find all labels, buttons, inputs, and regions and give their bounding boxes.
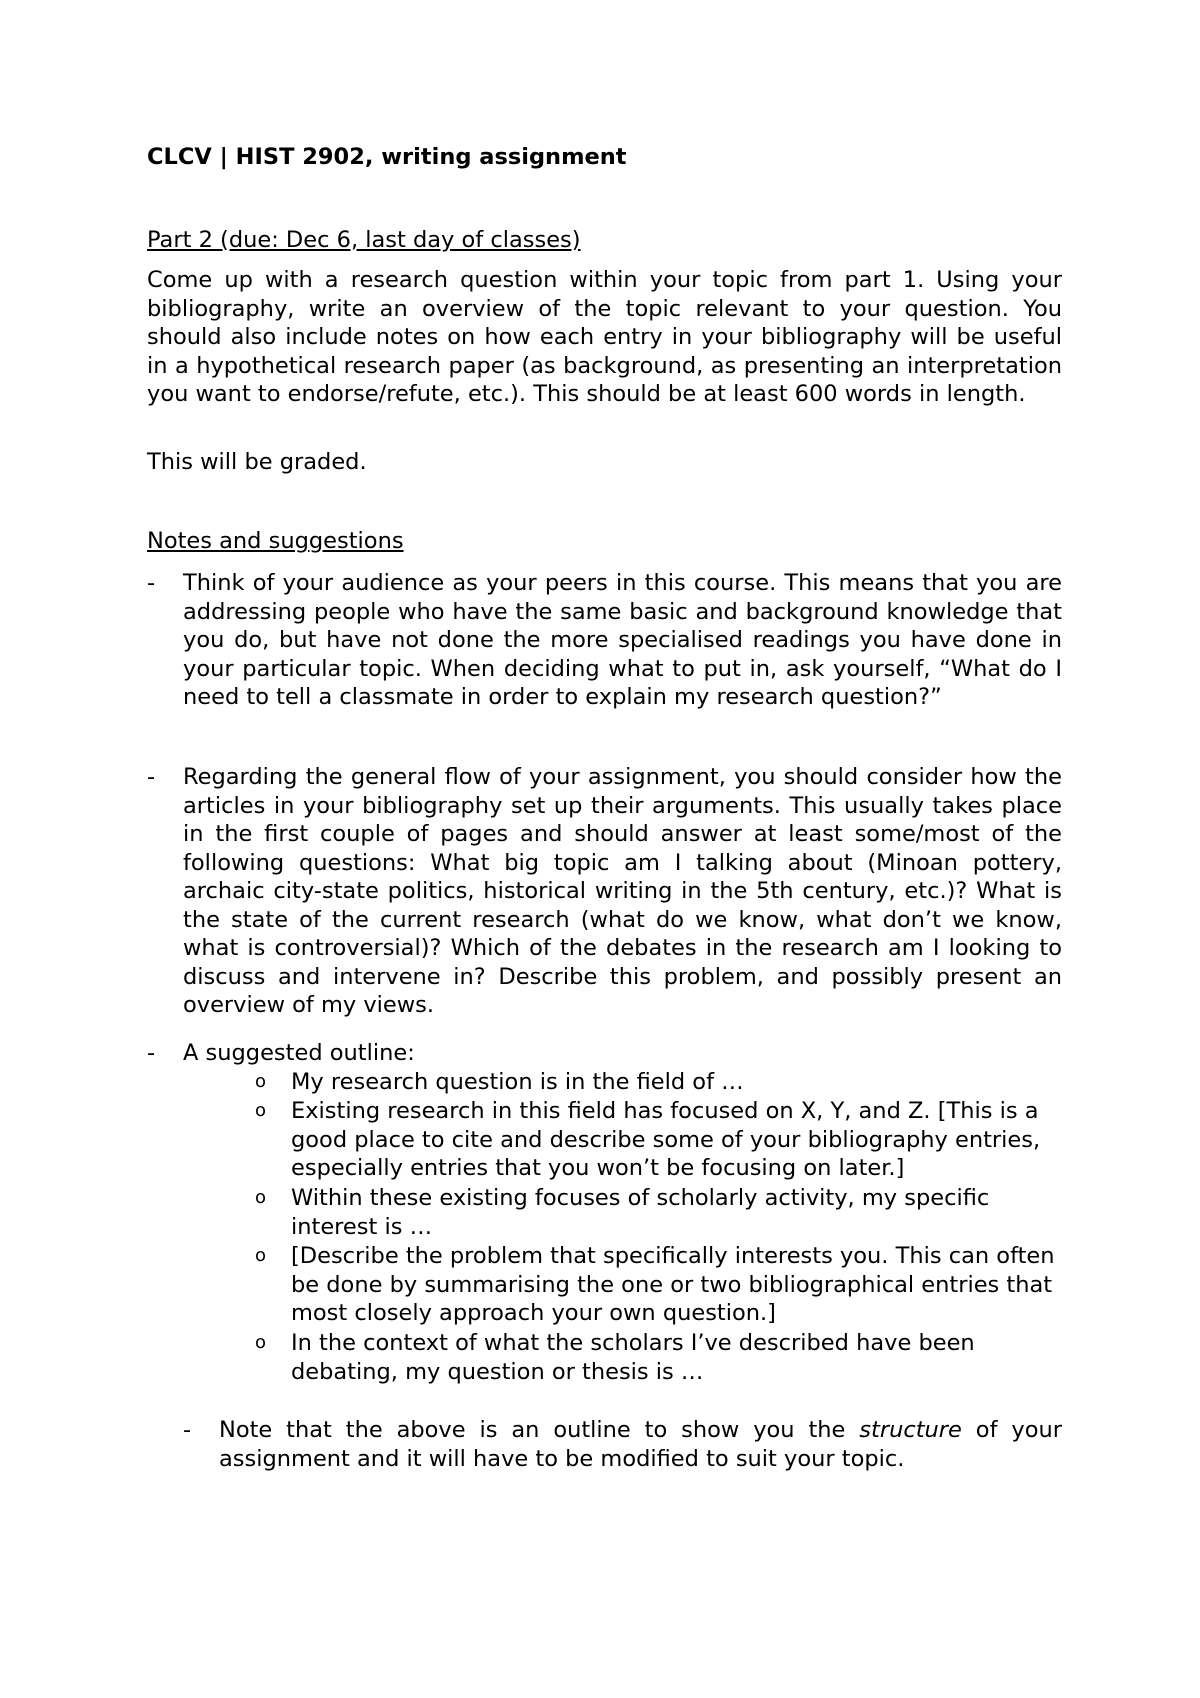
bullet-text: Think of your audience as your peers in this course. This means that you are addressing people who have the same basic and background knowledge that you do, but have not done the more specialised readings you have done in your particular topic. When deciding what to put in, ask yourself, “What do I need to tell a classmate in order to explain my research question?” (183, 570, 1062, 710)
bullet-dash: - (147, 1040, 156, 1066)
bullet-dash: - (147, 764, 156, 790)
graded-note: This will be graded. (147, 449, 367, 475)
sub-bullet-circle: o (255, 1332, 267, 1353)
final-note-emphasis: structure (859, 1417, 962, 1443)
outline-item-text: Existing research in this field has focused on X, Y, and Z. [This is a good place to cite and describe some of your bibliography entries, especially entries that you won’t be focusing on later.] (291, 1098, 1041, 1181)
outline-item-text: In the context of what the scholars I’ve described have been debating, my question or thesis is … (291, 1330, 975, 1385)
bullet-dash: - (147, 570, 156, 596)
document-title: CLCV | HIST 2902, writing assignment (147, 144, 627, 170)
sub-bullet-circle: o (255, 1187, 267, 1208)
notes-heading: Notes and suggestions (147, 528, 404, 554)
outline-item-text: [Describe the problem that specifically interests you. This can often be done by summarising the one or two bibliographical entries that most closely approach your own question.] (291, 1243, 1055, 1326)
sub-bullet-circle: o (255, 1245, 267, 1266)
bullet-text: A suggested outline: (183, 1040, 415, 1066)
sub-bullet-circle: o (255, 1071, 267, 1092)
final-note-after: of your assignment and it will have to be modified to suit your topic. (219, 1417, 1062, 1472)
outline-item-text: My research question is in the field of … (291, 1069, 744, 1095)
part2-heading: Part 2 (due: Dec 6, last day of classes) (147, 227, 581, 253)
sub-bullet-circle: o (255, 1100, 267, 1121)
bullet-dash: - (183, 1417, 192, 1443)
final-note-before: Note that the above is an outline to show you the (219, 1417, 860, 1443)
document-page (147, 0, 1062, 1698)
outline-item-text: Within these existing focuses of scholarly activity, my specific interest is … (291, 1185, 990, 1240)
bullet-text: Regarding the general flow of your assignment, you should consider how the articles in your bibliography set up their arguments. This usually takes place in the first couple of pages and should answer at least some/most of the following questions: What big topic am I talking about (Minoan pottery, archaic city-state politics, historical writing in the 5th century, etc.)? What is the state of the current research (what do we know, what don’t we know, what is controversial)? Which of the debates in the research am I looking to discuss and intervene in? Describe this problem, and possibly present an overview of my views. (183, 764, 1062, 1018)
part2-body: Come up with a research question within your topic from part 1. Using your bibliography, write an overview of the topic relevant to your question. You should also include notes on how each entry in your bibliography will be useful in a hypothetical research paper (as background, as presenting an interpretation you want to endorse/refute, etc.). This should be at least 600 words in length. (147, 267, 1062, 407)
final-note-text (219, 1416, 1062, 1473)
